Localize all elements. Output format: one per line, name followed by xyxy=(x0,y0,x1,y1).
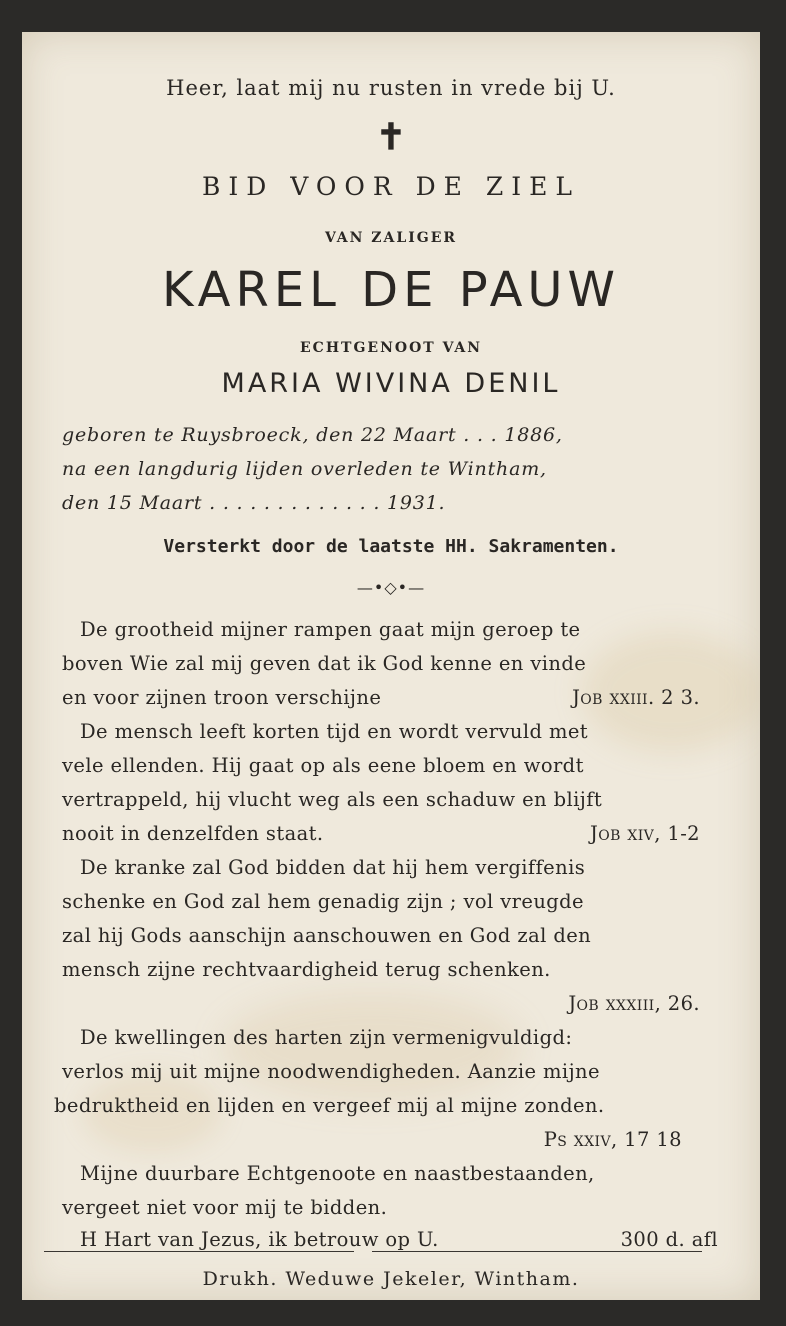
verse-2-line-1: De mensch leeft korten tijd en wordt vervuld met xyxy=(80,720,589,743)
verse-4-line-1: De kwellingen des harten zijn vermenigvuldigd: xyxy=(80,1026,573,1049)
verse-2-ref: Job xiv, 1-2 xyxy=(590,822,700,845)
verse-1-line-2: boven Wie zal mij geven dat ik God kenne en vinde xyxy=(62,652,587,675)
memorial-card xyxy=(22,32,760,1300)
verse-4-ref: Ps xxiv, 17 18 xyxy=(543,1128,682,1151)
verse-3-line-3: zal hij Gods aanschijn aanschouwen en God zal den xyxy=(62,924,592,947)
verse-2-line-4: nooit in denzelfden staat. Job xiv, 1-2 xyxy=(62,822,700,845)
verse-3-line-1: De kranke zal God bidden dat hij hem vergiffenis xyxy=(80,856,586,879)
deceased-name: KAREL DE PAUW xyxy=(162,262,620,318)
spouse-label: ECHTGENOOT VAN xyxy=(300,340,482,356)
cross-icon: ✝ xyxy=(375,116,407,158)
verse-3-line-2: schenke en God zal hem genadig zijn ; vol vreugde xyxy=(62,890,584,913)
verse-3-ref: Job xxxiii, 26. xyxy=(568,992,700,1015)
verse-4-line-2: verlos mij uit mijne noodwendigheden. Aanzie mijne xyxy=(62,1060,600,1083)
ornament-divider: —•◇•— xyxy=(356,578,426,597)
verse-2-line-3: vertrappeld, hij vlucht weg als een schaduw en blijft xyxy=(62,788,603,811)
indulgence: 300 d. afl xyxy=(620,1228,718,1251)
verse-5-line-1: Mijne duurbare Echtgenoote en naastbestaanden, xyxy=(80,1162,595,1185)
card-title: BID VOOR DE ZIEL xyxy=(202,172,580,201)
death-date-line: den 15 Maart . . . . . . . . . . . . . 1931. xyxy=(62,492,446,514)
card-subtitle: VAN ZALIGER xyxy=(324,230,458,246)
divider-right xyxy=(372,1251,702,1252)
death-line: na een langdurig lijden overleden te Wintham, xyxy=(62,458,547,480)
sacraments-line: Versterkt door de laatste HH. Sakramenten. xyxy=(163,536,619,557)
verse-1-line-3: en voor zijnen troon verschijne Job xxiii. 2 3. xyxy=(62,686,700,709)
verse-1-line-1: De grootheid mijner rampen gaat mijn geroep te xyxy=(80,618,581,641)
closing-prayer: H Hart van Jezus, ik betrouw op U. xyxy=(80,1228,439,1251)
closing-line xyxy=(80,1228,740,1251)
divider-left xyxy=(44,1251,354,1252)
verse-3-line-4: mensch zijne rechtvaardigheid terug schenken. xyxy=(62,958,551,981)
verse-2-line-2: vele ellenden. Hij gaat op als eene bloem en wordt xyxy=(62,754,584,777)
verse-5-line-2: vergeet niet voor mij te bidden. xyxy=(62,1196,388,1219)
spouse-name: MARIA WIVINA DENIL xyxy=(221,368,561,399)
printer-line: Drukh. Weduwe Jekeler, Wintham. xyxy=(202,1268,580,1290)
opening-prayer: Heer, laat mij nu rusten in vrede bij U. xyxy=(166,76,616,100)
verse-1-ref: Job xxiii. 2 3. xyxy=(572,686,700,709)
birth-line: geboren te Ruysbroeck, den 22 Maart . . . 1886, xyxy=(62,424,563,446)
verse-4-line-3: bedruktheid en lijden en vergeef mij al mijne zonden. xyxy=(54,1094,605,1117)
